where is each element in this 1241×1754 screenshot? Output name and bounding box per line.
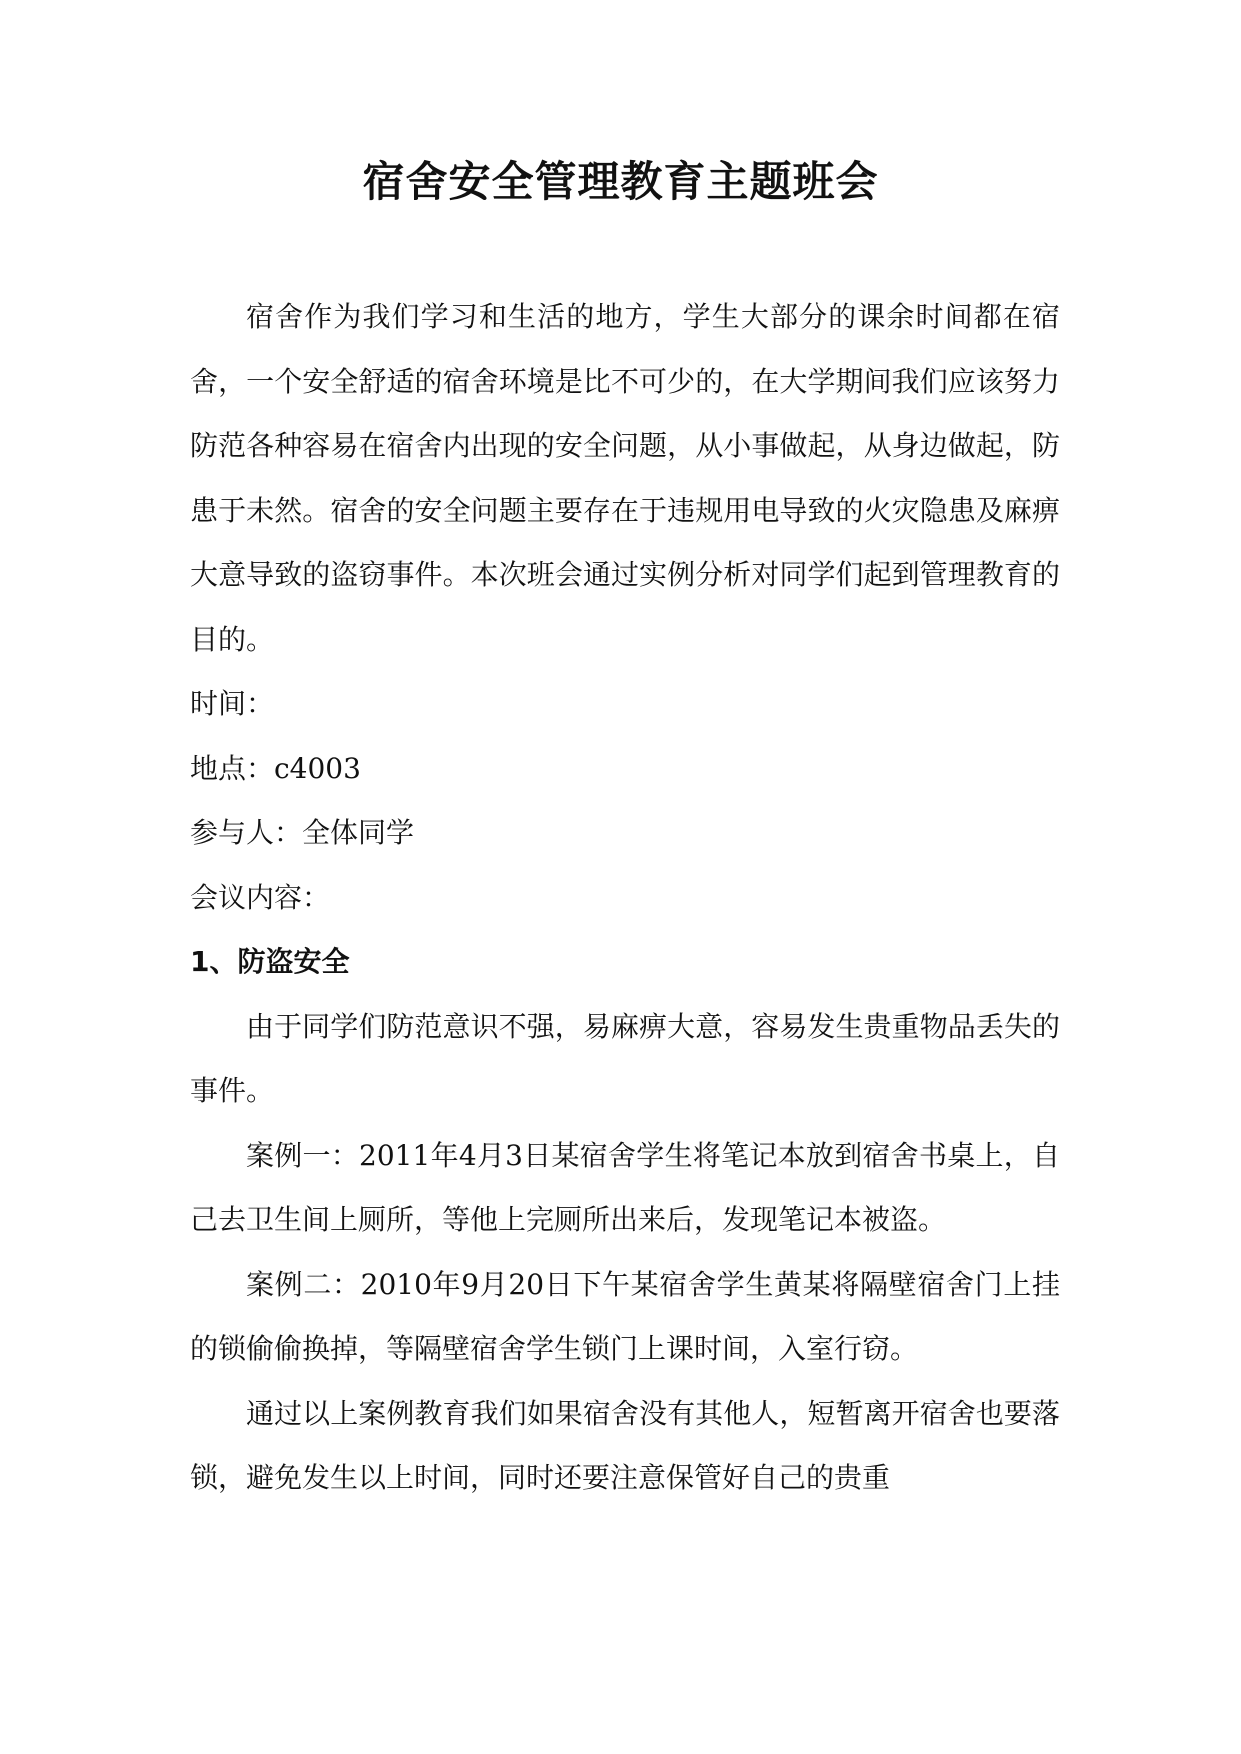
document-body xyxy=(190,285,1060,1511)
meeting-participants: 参与人：全体同学 xyxy=(190,816,415,849)
document-title: 宿舍安全管理教育主题班会 xyxy=(362,157,879,206)
section-paragraph: 由于同学们防范意识不强，易麻痹大意，容易发生贵重物品丢失的事件。 xyxy=(190,1009,1060,1107)
case-one-paragraph: 案例一：2011年4月3日某宿舍学生将笔记本放到宿舍书桌上，自己去卫生间上厕所，等他上完厕所出来后，发现笔记本被盗。 xyxy=(190,1138,1060,1236)
meeting-content-label: 会议内容： xyxy=(190,880,331,914)
intro-paragraph: 宿舍作为我们学习和生活的地方，学生大部分的课余时间都在宿舍，一个安全舒适的宿舍环境是比不可少的，在大学期间我们应该努力防范各种容易在宿舍内出现的安全问题，从小事做起，从身边做起，防患于未然。宿舍的安全问题主要存在于违规用电导致的火灾隐患及麻痹大意导致的盗窃事件。本次班会通过实例分析对同学们起到管理教育的目的。 xyxy=(190,300,1060,656)
meeting-time: 时间： xyxy=(190,687,275,720)
case-two-paragraph: 案例二：2010年9月20日下午某宿舍学生黄某将隔壁宿舍门上挂的锁偷偷换掉，等隔壁宿舍学生锁门上课时间，入室行窃。 xyxy=(190,1267,1060,1365)
meeting-location: 地点：c4003 xyxy=(190,751,361,785)
section-heading-anti-theft: 1、防盗安全 xyxy=(190,945,350,978)
conclusion-paragraph: 通过以上案例教育我们如果宿舍没有其他人，短暂离开宿舍也要落锁，避免发生以上时间，同时还要注意保管好自己的贵重 xyxy=(190,1396,1060,1494)
